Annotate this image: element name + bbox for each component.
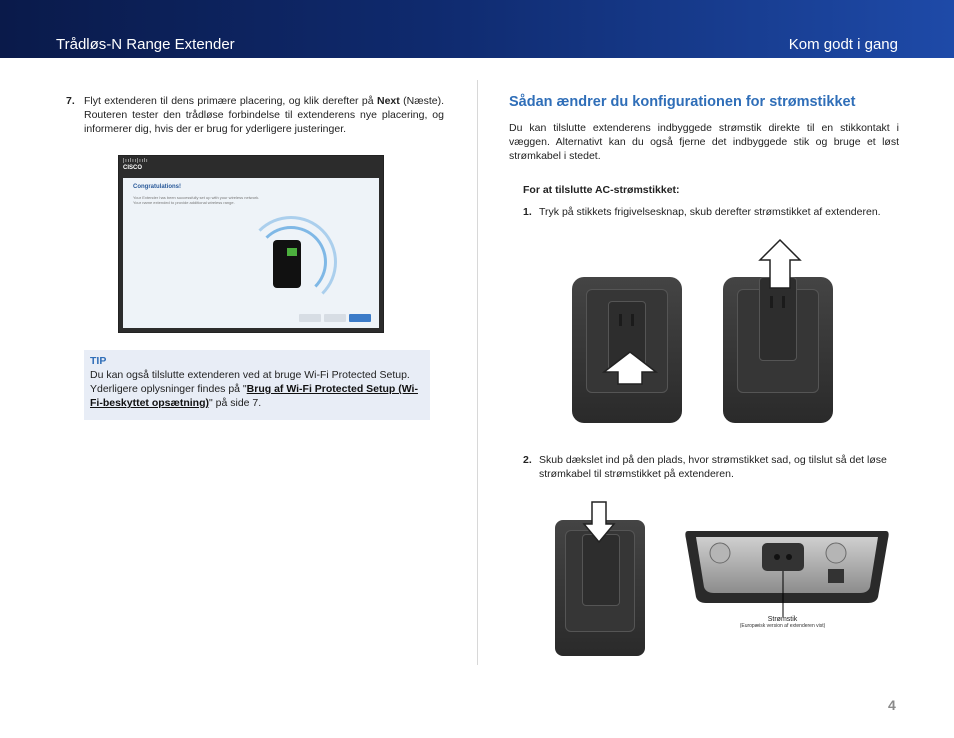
page-header bbox=[0, 0, 954, 58]
step-2 bbox=[523, 453, 903, 481]
tip-box bbox=[84, 350, 430, 420]
step-text: Flyt extenderen til dens primære placering, og klik derefter på Next (Næste). Routeren tester den trådløse forbindelse til extenderens nye placering, og informerer dig, hvis der er brug for yderligere justeringer. bbox=[84, 95, 444, 135]
wps-link[interactable]: Brug af Wi-Fi Protected Setup (Wi-Fi-beskyttet opsætning) bbox=[90, 383, 418, 409]
signal-icon bbox=[287, 248, 297, 256]
push-up-arrow-icon bbox=[602, 350, 658, 386]
wizard-next-button bbox=[349, 314, 371, 322]
step-1 bbox=[523, 205, 903, 219]
extender-back-plug-removed bbox=[723, 277, 833, 423]
section-heading: Sådan ændrer du konfigurationen for strømstikket bbox=[509, 94, 856, 110]
wizard-body: Your Extender has been successfully set up with your wireless network. Your name extended to provide additional wireless range. bbox=[133, 195, 260, 205]
cisco-logo: |ıılıı|ıılı CISCO bbox=[123, 158, 149, 171]
wizard-heading: Congratulations! bbox=[133, 184, 181, 190]
setup-screenshot bbox=[118, 155, 384, 333]
slide-down-arrow-icon bbox=[582, 500, 616, 544]
section-title: Kom godt i gang bbox=[788, 36, 898, 53]
intro-paragraph: Du kan tilslutte extenderens indbyggede strømstik direkte til en stikkontakt i væggen. Alternativt kan du også fjerne det indbyggede stik og bruge et løst strømkabel i stedet. bbox=[509, 122, 899, 162]
next-keyword: Next bbox=[377, 95, 400, 107]
document-title: Trådløs-N Range Extender bbox=[56, 36, 235, 53]
wizard-buttons bbox=[299, 314, 371, 322]
cover-plate bbox=[582, 534, 620, 606]
tip-text: Du kan også tilslutte extenderen ved at bruge Wi-Fi Protected Setup. Yderligere oplysninger findes på "Brug af Wi-Fi Protected Setup (Wi-Fi-beskyttet opsætning)" på side 7. bbox=[90, 369, 418, 409]
step-number: 2. bbox=[523, 454, 532, 466]
tip-label: TIP bbox=[90, 355, 107, 367]
step-text: Skub dækslet ind på den plads, hvor strømstikket sad, og tilslut så det løse strømkabel til strømstikket på extenderen. bbox=[539, 454, 887, 480]
wizard-back-button bbox=[299, 314, 321, 322]
step-7 bbox=[66, 94, 444, 136]
slide-up-arrow-icon bbox=[758, 238, 802, 290]
step-text: Tryk på stikkets frigivelsesknap, skub derefter strømstikket af extenderen. bbox=[539, 206, 881, 218]
column-divider bbox=[477, 80, 478, 665]
extender-base-photo bbox=[682, 527, 892, 605]
figure-caption bbox=[715, 616, 850, 629]
page-number: 4 bbox=[888, 697, 896, 713]
procedure-heading: For at tilslutte AC-strømstikket: bbox=[523, 184, 680, 196]
caption-main: Strømstik bbox=[767, 616, 798, 623]
extender-image bbox=[273, 240, 301, 288]
step-number: 1. bbox=[523, 206, 532, 218]
step-number: 7. bbox=[66, 95, 75, 107]
wizard-cancel-button bbox=[324, 314, 346, 322]
wizard-panel bbox=[123, 178, 379, 328]
caption-sub: (Europæisk version af extenderen vist) bbox=[739, 623, 826, 629]
